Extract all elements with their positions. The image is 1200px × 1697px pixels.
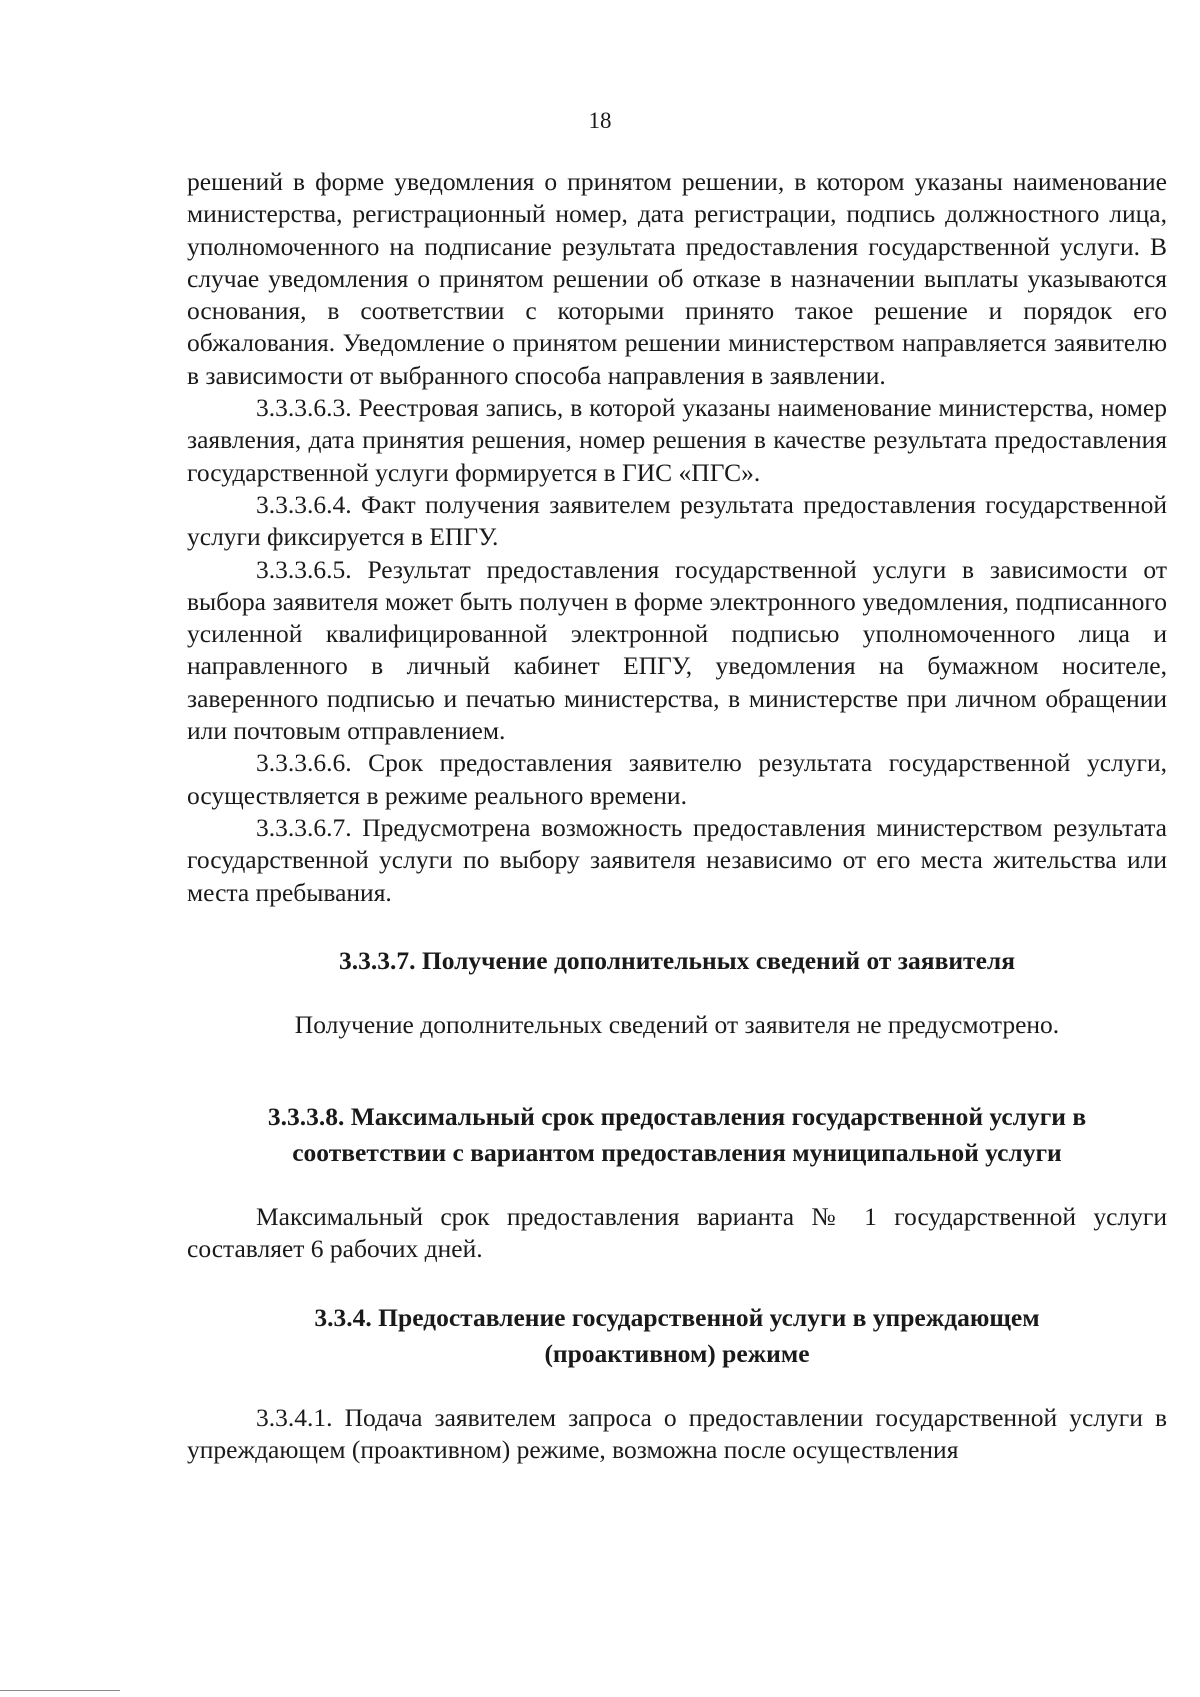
heading-3-3-4: [187, 1300, 1167, 1372]
paragraph-3-3-3-6-3: 3.3.3.6.3. Реестровая запись, в которой указаны наименование министерства, номер заявления, дата принятия решения, номер решения в качестве результата предоставления государственной услуги формируется в ГИС «ПГС».: [187, 393, 1167, 487]
paragraph-3-3-3-6-5: 3.3.3.6.5. Результат предоставления государственной услуги в зависимости от выбора заявителя может быть получен в форме электронного уведомления, подписанного усиленной квалифицированной электронной подписью уполномоченного лица и направленного в личный кабинет ЕПГУ, уведомления на бумажном носителе, заверенного подписью и печатью министерства, в министерстве при личном обращении или почтовым отправлением.: [187, 554, 1167, 746]
paragraph-3-3-4-1: 3.3.4.1. Подача заявителем запроса о предоставлении государственной услуги в упреждающем (проактивном) режиме, возможна после осуществления: [187, 1402, 1167, 1465]
document-body: [187, 166, 1167, 1466]
heading-3-3-3-8-line-1: 3.3.3.8. Максимальный срок предоставления государственной услуги в: [267, 1102, 1087, 1132]
heading-3-3-3-7: 3.3.3.7. Получение дополнительных сведений от заявителя: [338, 945, 1016, 975]
paragraph-3-3-3-6-4: 3.3.3.6.4. Факт получения заявителем результата предоставления государственной услуги фиксируется в ЕПГУ.: [187, 489, 1167, 552]
bottom-edge-rule: [0, 1690, 120, 1691]
heading-3-3-4-line-1: 3.3.4. Предоставление государственной услуги в упреждающем: [314, 1302, 1040, 1332]
paragraph-3-3-3-6-7: 3.3.3.6.7. Предусмотрена возможность предоставления министерством результата государственной услуги по выбору заявителя независимо от его места жительства или места пребывания.: [187, 812, 1167, 907]
heading-3-3-3-8: [187, 1099, 1167, 1171]
paragraph-continuation: решений в форме уведомления о принятом решении, в котором указаны наименование министерства, регистрационный номер, дата регистрации, подпись должностного лица, уполномоченного на подписание результата предоставления государственной услуги. В случае уведомления о принятом решении об отказе в назначении выплаты указываются основания, в соответствии с которыми принято такое решение и порядок его обжалования. Уведомление о принятом решении министерством направляется заявителю в зависимости от выбранного способа направления в заявлении.: [187, 167, 1167, 390]
page-number: 18: [588, 108, 612, 133]
heading-3-3-3-8-line-2: соответствии с вариантом предоставления муниципальной услуги: [292, 1138, 1062, 1168]
paragraph-3-3-3-8-text: Максимальный срок предоставления варианта № 1 государственной услуги составляет 6 рабочих дней.: [187, 1202, 1167, 1264]
paragraph-3-3-3-7-text: Получение дополнительных сведений от заявителя не предусмотрено.: [294, 1009, 1060, 1039]
heading-3-3-4-line-2: (проактивном) режиме: [544, 1338, 810, 1368]
paragraph-3-3-3-6-6: 3.3.3.6.6. Срок предоставления заявителю результата государственной услуги, осуществляется в режиме реального времени.: [187, 748, 1167, 810]
